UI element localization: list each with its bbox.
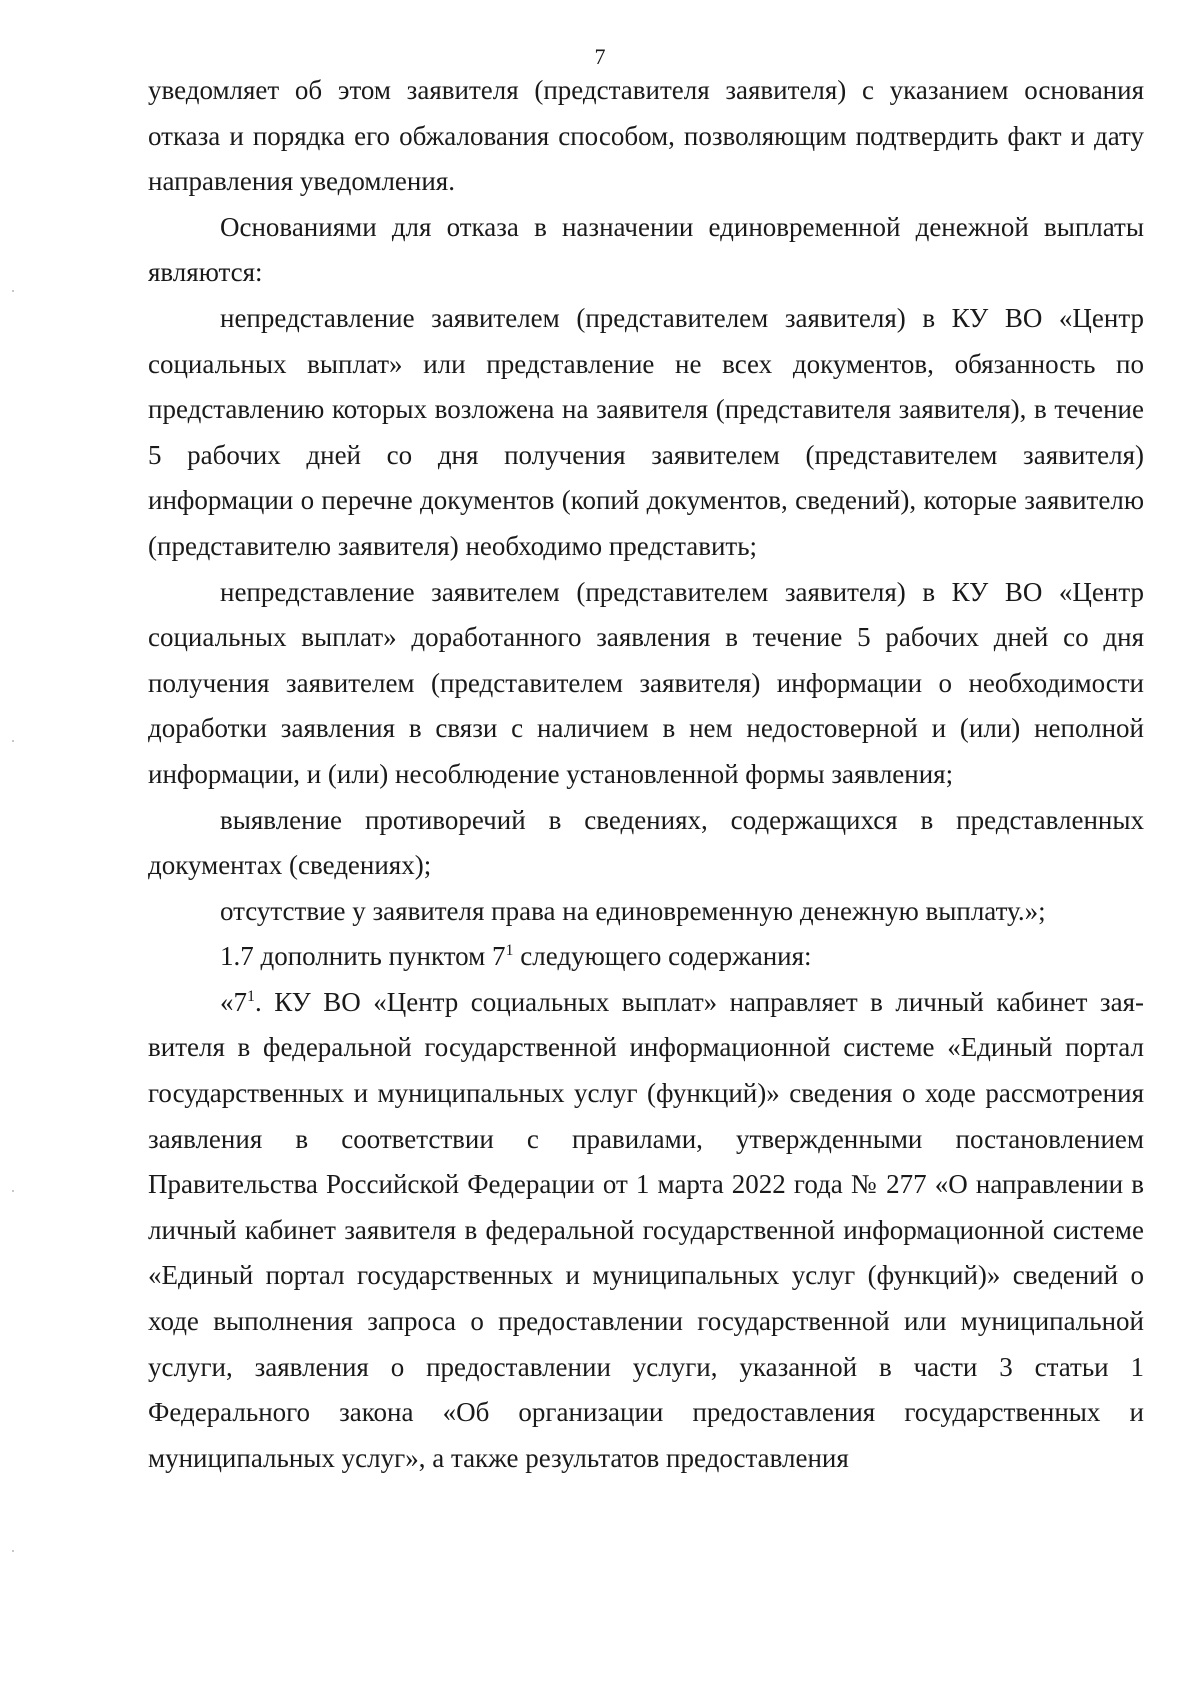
clause-open: «7 — [220, 986, 247, 1017]
amendment-suffix: следующего содержания: — [513, 941, 812, 972]
paragraph-ground-contradictions: выявление противоречий в сведениях, содержащихся в представленных документах (сведениях); — [148, 804, 1144, 881]
scan-artifact — [12, 1550, 14, 1552]
paragraph-amendment-1-7 — [148, 934, 1144, 980]
page-number: 7 — [594, 44, 606, 69]
clause-text: . КУ ВО «Центр социальных выплат» направляет в личный кабинет заявителя в федеральной государственной информационной системе «Единый портал государственных и муниципальных услуг (функций)» сведения о ходе рассмотрения заявления в соответствии с правилами, утвержденными постановлением Правительства Российской Федерации от 1 марта 2022 года № 277 «О направлении в личный кабинет заявителя в федеральной государственной информационной системе «Единый портал государственных и муниципальных услуг (функций)» сведений о ходе выполнения запроса о предоставлении государственной или муниципальной услуги, заявления о предоставлении услуги, указанной в части 3 статьи 1 Федерального закона «Об организации предоставления государственных и муниципальных услуг», а также результатов предоставления — [148, 986, 1144, 1473]
paragraph-ground-revised-application: непредставление заявителем (представителем заявителя) в КУ ВО «Центр социальных выплат» доработанного заявления в течение 5 рабочих дней со дня получения заявителем (представителем заявителя) информации о необходимости доработки заявления в связи с наличием в нем недостоверной и (или) неполной информации, и (или) несоблюдение установленной формы заявления; — [148, 576, 1144, 789]
paragraph-ground-documents: непредставление заявителем (представителем заявителя) в КУ ВО «Центр социальных выплат» или представление не всех документов, обязанность по представлению которых возложена на заявителя (представителя заявителя), в течение 5 рабочих дней со дня получения заявителем (представителем заявителя) информации о перечне документов (копий документов, сведений), которые заявителю (представителю заявителя) необходимо представить; — [148, 302, 1144, 561]
clause-superscript: 1 — [247, 987, 255, 1005]
scan-artifact — [12, 1190, 14, 1192]
document-body — [148, 68, 1144, 1481]
paragraph-refusal-grounds: Основаниями для отказа в назначении единовременной денежной выплаты являются: — [148, 211, 1144, 288]
amendment-superscript: 1 — [505, 942, 514, 960]
paragraph-ground-no-right: отсутствие у заявителя права на единовременную денежную выплату.»; — [220, 895, 1046, 926]
paragraph-clause-7-1 — [148, 980, 1144, 1482]
scan-artifact — [12, 290, 14, 292]
scan-artifact — [12, 740, 14, 742]
amendment-prefix: 1.7 дополнить пунктом 7 — [220, 941, 506, 972]
paragraph-notification: уведомляет об этом заявителя (представителя заявителя) с указанием основания отказа и порядка его обжалования способом, позволяющим подтвердить факт и дату направления уведомления. — [148, 75, 1144, 197]
